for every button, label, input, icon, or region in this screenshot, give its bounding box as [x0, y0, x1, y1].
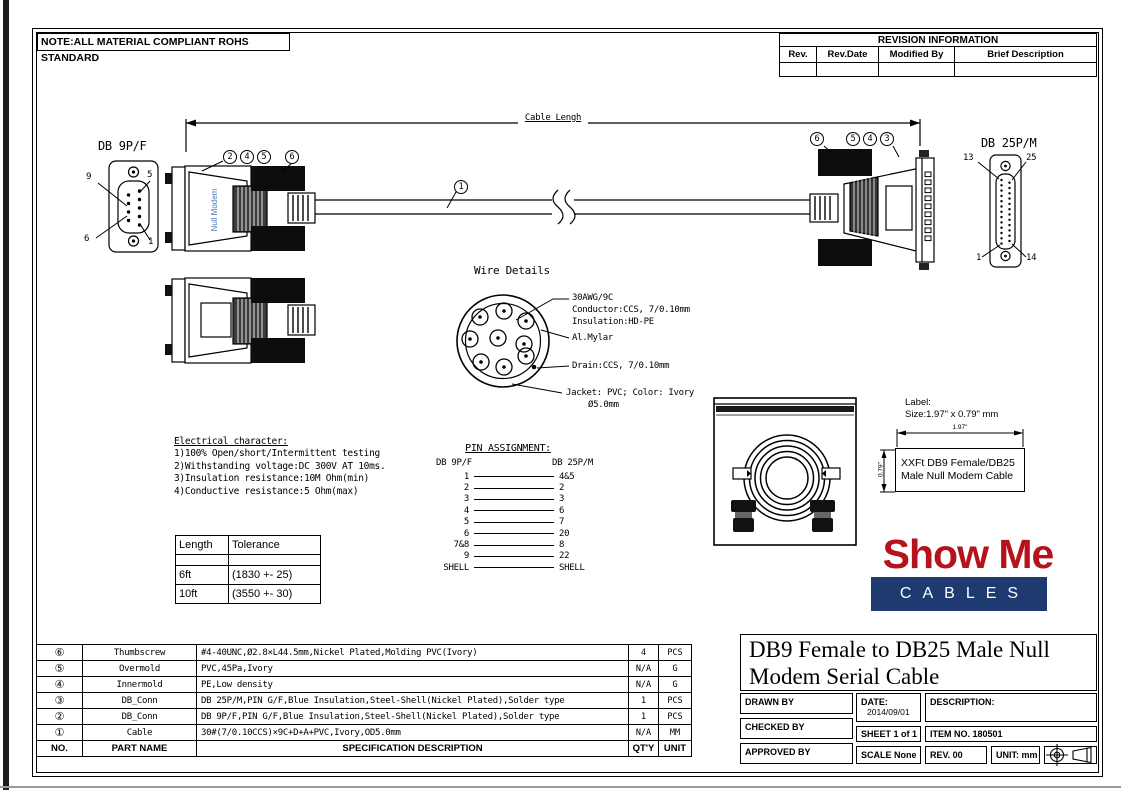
length-table-header — [175, 535, 321, 555]
part-qty: 1 — [629, 709, 659, 725]
part-qty: N/A — [629, 677, 659, 693]
db9-face-title: DB 9P/F — [98, 139, 147, 153]
pin-row — [428, 562, 600, 573]
part-row-5 — [37, 661, 692, 677]
pin-wire-line — [474, 545, 554, 546]
db9-side-drawing — [165, 161, 315, 251]
part-qty: N/A — [629, 661, 659, 677]
part-spec: DB 25P/M,PIN G/F,Blue Insulation,Steel-Shell(Nickel Plated),Solder type — [197, 693, 629, 709]
revision-empty-cell — [817, 63, 879, 77]
wire-note-drain: Drain:CCS, 7/0.10mm — [572, 361, 670, 371]
pin-left: 1 — [463, 471, 469, 482]
part-row-6 — [37, 645, 692, 661]
length-table-row-10ft — [175, 585, 321, 604]
part-spec: #4-40UNC,Ø2.8×L44.5mm,Nickel Plated,Molding PVC(Ivory) — [197, 645, 629, 661]
revision-table-title: REVISION INFORMATION — [779, 33, 1097, 47]
revision-empty-cell — [955, 63, 1097, 77]
part-no: ④ — [37, 677, 83, 693]
length-tolerance-table — [175, 535, 321, 604]
pin-row — [428, 528, 600, 539]
pin-assignment-rows — [428, 471, 600, 574]
drawing-title — [740, 634, 1097, 691]
tolerance-10ft: (3550 +- 30) — [228, 584, 321, 604]
item-no-box: ITEM NO. 180501 — [925, 726, 1097, 742]
callout-1-cable: 1 — [454, 180, 468, 194]
parts-table — [36, 644, 692, 757]
length-header: Length — [175, 535, 229, 555]
part-name: Innermold — [83, 677, 197, 693]
label-heading: Label: — [905, 397, 931, 408]
pin-row — [428, 471, 600, 482]
wire-cross-section-drawing — [457, 295, 569, 393]
revision-col-rev: Rev. — [779, 47, 817, 63]
db25-side-drawing — [810, 146, 934, 270]
db9-pin-label-9: 9 — [86, 172, 92, 182]
pin-wire-line — [474, 488, 554, 489]
part-qty: N/A — [629, 725, 659, 741]
pin-wire-line — [474, 556, 554, 557]
revision-empty-cell — [779, 63, 817, 77]
approved-by-box: APPROVED BY — [740, 743, 853, 764]
db9-pin-label-1: 1 — [148, 237, 154, 247]
revision-col-brief: Brief Description — [955, 47, 1097, 63]
part-no: ② — [37, 709, 83, 725]
brand-logo-cables-bar: CABLES — [871, 577, 1047, 611]
date-value: 2014/09/01 — [867, 707, 910, 717]
part-qty: 4 — [629, 645, 659, 661]
part-name: Thumbscrew — [83, 645, 197, 661]
pin-left: 9 — [463, 551, 469, 562]
pin-right: 6 — [559, 505, 565, 516]
pin-left: 3 — [463, 494, 469, 505]
pin-left: 6 — [463, 528, 469, 539]
description-box: DESCRIPTION: — [925, 693, 1097, 722]
electrical-item-1: 1)100% Open/short/Intermittent testing — [174, 448, 380, 460]
parts-header-qty: QT'Y — [629, 741, 659, 757]
wire-note-diameter: Ø5.0mm — [588, 400, 619, 410]
rev-box: REV. 00 — [925, 746, 987, 764]
part-name: Overmold — [83, 661, 197, 677]
callout-2: 2 — [223, 150, 237, 164]
electrical-character-block — [174, 436, 385, 498]
revision-empty-cell — [879, 63, 955, 77]
pin-row — [428, 505, 600, 516]
parts-header-spec: SPECIFICATION DESCRIPTION — [197, 741, 629, 757]
part-no: ⑥ — [37, 645, 83, 661]
pin-row — [428, 539, 600, 550]
part-name: Cable — [83, 725, 197, 741]
electrical-title: Electrical character: — [174, 436, 288, 447]
pin-right: 22 — [559, 551, 570, 562]
parts-header-row — [37, 741, 692, 757]
label-width-dim: 1.97" — [930, 424, 990, 431]
pin-right: 20 — [559, 528, 570, 539]
revision-table-header-row — [779, 47, 1097, 63]
pin-left: SHELL — [443, 562, 469, 573]
rohs-note — [37, 33, 290, 64]
drawing-title-line2: Modem Serial Cable — [749, 664, 940, 689]
part-qty: 1 — [629, 693, 659, 709]
callout-4: 4 — [240, 150, 254, 164]
length-10ft: 10ft — [175, 584, 229, 604]
date-box — [856, 693, 921, 722]
pin-right: 4&5 — [559, 471, 575, 482]
label-size: Size:1.97" x 0.79" mm — [905, 409, 999, 420]
electrical-item-3: 3)Insulation resistance:10M Ohm(min) — [174, 473, 370, 485]
cable-length-dim-label: Cable Lengh — [518, 113, 588, 123]
revision-table — [779, 33, 1097, 77]
callout-4-db25: 4 — [863, 132, 877, 146]
tolerance-header: Tolerance — [228, 535, 321, 555]
db9-top-drawing — [165, 278, 315, 363]
label-height-dim: 0.79" — [877, 462, 885, 477]
part-unit: PCS — [659, 645, 692, 661]
pin-right: 8 — [559, 540, 565, 551]
pin-wire-line — [474, 567, 554, 568]
pin-right: 3 — [559, 494, 565, 505]
projection-symbol-box — [1044, 746, 1097, 764]
part-spec: PE,Low density — [197, 677, 629, 693]
pin-right: 2 — [559, 483, 565, 494]
wire-note-insulation: Insulation:HD-PE — [572, 317, 654, 327]
part-spec: 30#(7/0.10CCS)×9C+D+A+PVC,Ivory,OD5.0mm — [197, 725, 629, 741]
db25-pin-label-1: 1 — [976, 253, 982, 263]
pin-left: 2 — [463, 483, 469, 494]
pin-row — [428, 551, 600, 562]
part-unit: PCS — [659, 709, 692, 725]
product-label-line2: Male Null Modem Cable — [901, 470, 1014, 482]
cable-run-drawing — [315, 190, 810, 224]
part-row-4 — [37, 677, 692, 693]
pin-right: SHELL — [559, 562, 585, 573]
part-row-2 — [37, 709, 692, 725]
pin-assignment-title: PIN ASSIGNMENT: — [465, 443, 551, 454]
revision-col-modified: Modified By — [879, 47, 955, 63]
part-no: ③ — [37, 693, 83, 709]
pin-assignment-right-header: DB 25P/M — [552, 458, 593, 468]
part-name: DB_Conn — [83, 709, 197, 725]
part-row-3 — [37, 693, 692, 709]
wire-note-conductor: Conductor:CCS, 7/0.10mm — [572, 305, 690, 315]
part-unit: G — [659, 661, 692, 677]
db25-pin-label-14: 14 — [1026, 253, 1037, 263]
pin-wire-line — [474, 476, 554, 477]
wire-details-title: Wire Details — [474, 264, 550, 277]
unit-box: UNIT: mm — [991, 746, 1040, 764]
callout-6-db25: 6 — [810, 132, 824, 146]
part-spec: DB 9P/F,PIN G/F,Blue Insulation,Steel-Shell(Nickel Plated),Solder type — [197, 709, 629, 725]
wire-note-awg: 30AWG/9C — [572, 293, 613, 303]
part-row-1 — [37, 725, 692, 741]
callout-5: 5 — [257, 150, 271, 164]
electrical-item-4: 4)Conductive resistance:5 Ohm(max) — [174, 485, 359, 497]
part-spec: PVC,45Pa,Ivory — [197, 661, 629, 677]
brand-logo-name: Show Me — [882, 531, 1054, 577]
product-label — [895, 448, 1025, 492]
pin-wire-line — [474, 499, 554, 500]
revision-col-date: Rev.Date — [817, 47, 879, 63]
scale-box: SCALE None — [856, 746, 921, 764]
pin-row — [428, 482, 600, 493]
date-label: DATE: — [861, 697, 888, 707]
pin-right: 7 — [559, 517, 565, 528]
db9-pin-label-6: 6 — [84, 234, 90, 244]
pin-wire-line — [474, 510, 554, 511]
pin-wire-line — [474, 533, 554, 534]
part-no: ⑤ — [37, 661, 83, 677]
electrical-item-2: 2)Withstanding voltage:DC 300V AT 10ms. — [174, 460, 386, 472]
db9-pin-label-5: 5 — [147, 170, 153, 180]
drawing-title-line1: DB9 Female to DB25 Male Null — [749, 637, 1050, 662]
pin-wire-line — [474, 522, 554, 523]
pin-left: 4 — [463, 505, 469, 516]
callout-3-db25: 3 — [880, 132, 894, 146]
pin-row — [428, 494, 600, 505]
sheet-box: SHEET 1 of 1 — [856, 726, 921, 742]
part-unit: G — [659, 677, 692, 693]
drawn-by-box: DRAWN BY — [740, 693, 853, 714]
parts-header-name: PART NAME — [83, 741, 197, 757]
part-name: DB_Conn — [83, 693, 197, 709]
pin-left: 7&8 — [453, 540, 469, 551]
wire-note-jacket: Jacket: PVC; Color: Ivory — [566, 388, 694, 398]
db25-face-drawing — [978, 155, 1026, 267]
length-6ft: 6ft — [175, 565, 229, 585]
length-table-row-6ft — [175, 566, 321, 585]
revision-table-empty-row — [779, 63, 1097, 77]
callout-6: 6 — [285, 150, 299, 164]
product-label-line1: XXFt DB9 Female/DB25 — [901, 457, 1015, 469]
pin-left: 5 — [463, 517, 469, 528]
parts-header-unit: UNIT — [659, 741, 692, 757]
pin-assignment-left-header: DB 9P/F — [436, 458, 472, 468]
pin-row — [428, 517, 600, 528]
rohs-note-text: NOTE:ALL MATERIAL COMPLIANT ROHS STANDARD — [41, 36, 249, 64]
db25-face-title: DB 25P/M — [981, 136, 1037, 150]
tolerance-6ft: (1830 +- 25) — [228, 565, 321, 585]
db25-pin-label-13: 13 — [963, 153, 974, 163]
checked-by-box: CHECKED BY — [740, 718, 853, 739]
callout-5-db25: 5 — [846, 132, 860, 146]
part-unit: MM — [659, 725, 692, 741]
part-unit: PCS — [659, 693, 692, 709]
parts-header-no: NO. — [37, 741, 83, 757]
overmold-print-text: Null Modem — [210, 188, 219, 232]
bag-drawing — [714, 398, 856, 545]
part-no: ① — [37, 725, 83, 741]
wire-note-mylar: Al.Mylar — [572, 333, 613, 343]
db25-pin-label-25: 25 — [1026, 153, 1037, 163]
